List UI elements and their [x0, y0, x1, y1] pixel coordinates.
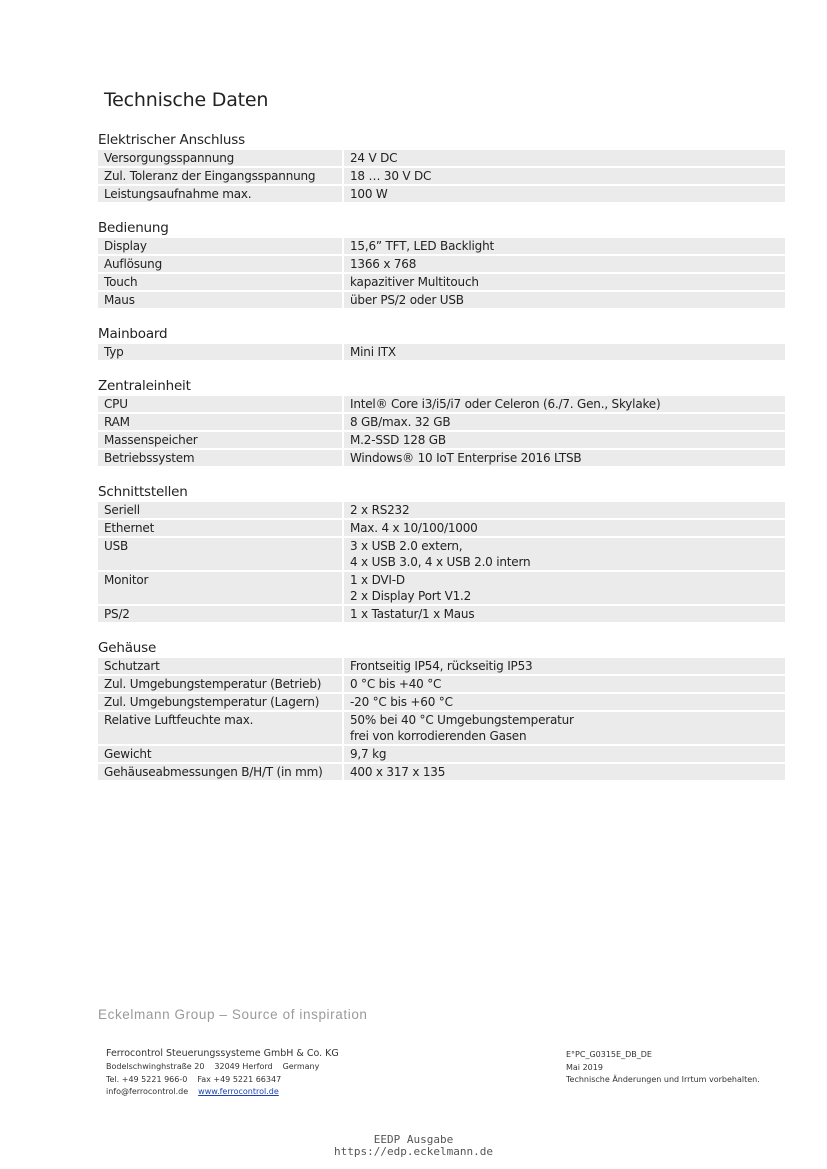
- company-website-link[interactable]: www.ferrocontrol.de: [198, 1087, 279, 1097]
- spec-value: [344, 538, 785, 570]
- spec-row: [98, 292, 785, 308]
- section-title: Elektrischer Anschluss: [98, 132, 245, 148]
- spec-row: [98, 396, 785, 412]
- spec-row: [98, 658, 785, 674]
- company-street: Bodelschwinghstraße 20: [106, 1062, 205, 1071]
- spec-value-line: 50% bei 40 °C Umgebungstemperatur: [350, 713, 574, 727]
- spec-row: [98, 502, 785, 518]
- section-title: Zentraleinheit: [98, 378, 191, 394]
- spec-value: [344, 450, 785, 466]
- spec-row: [98, 186, 785, 202]
- company-contact: [106, 1086, 339, 1099]
- spec-row: [98, 712, 785, 744]
- spec-value: [344, 238, 785, 254]
- spec-value: [344, 502, 785, 518]
- spec-row: [98, 150, 785, 166]
- section-title: Schnittstellen: [98, 484, 188, 500]
- section-title: Gehäuse: [98, 640, 157, 656]
- spec-label: Touch: [98, 274, 342, 290]
- spec-value: [344, 676, 785, 692]
- spec-label: Versorgungsspannung: [98, 150, 342, 166]
- spec-value: [344, 520, 785, 536]
- spec-label: Auflösung: [98, 256, 342, 272]
- spec-value-line: Frontseitig IP54, rückseitig IP53: [350, 659, 533, 673]
- spec-label: Gehäuseabmessungen B/H/T (in mm): [98, 764, 342, 780]
- spec-value-line: 1366 x 768: [350, 257, 417, 271]
- company-fax: Fax +49 5221 66347: [197, 1074, 282, 1084]
- spec-row: [98, 694, 785, 710]
- spec-value-line: 3 x USB 2.0 extern,: [350, 539, 463, 553]
- spec-label: Betriebssystem: [98, 450, 342, 466]
- spec-label: PS/2: [98, 606, 342, 622]
- spec-label: USB: [98, 538, 342, 570]
- spec-row: [98, 432, 785, 448]
- spec-value: [344, 746, 785, 762]
- spec-label: Gewicht: [98, 746, 342, 762]
- spec-label: Maus: [98, 292, 342, 308]
- company-email: info@ferrocontrol.de: [106, 1087, 189, 1097]
- spec-value: [344, 344, 785, 360]
- spec-sections: [98, 131, 785, 797]
- spec-value-line: M.2-SSD 128 GB: [350, 433, 446, 447]
- spec-value-line: 100 W: [350, 187, 388, 201]
- spec-row: [98, 168, 785, 184]
- doc-disclaimer: Technische Änderungen und Irrtum vorbehalten.: [566, 1075, 760, 1085]
- spec-label: Monitor: [98, 572, 342, 604]
- section-title: Bedienung: [98, 220, 169, 236]
- spec-label: Massenspeicher: [98, 432, 342, 448]
- spec-label: Zul. Umgebungstemperatur (Betrieb): [98, 676, 342, 692]
- spec-value-line: 15,6” TFT, LED Backlight: [350, 239, 494, 253]
- spec-value-line: 0 °C bis +40 °C: [350, 677, 442, 691]
- spec-value-line: 2 x RS232: [350, 503, 410, 517]
- spec-row: [98, 450, 785, 466]
- spec-label: Relative Luftfeuchte max.: [98, 712, 342, 744]
- spec-value: [344, 292, 785, 308]
- company-name: Ferrocontrol Steuerungssysteme GmbH & Co. KG: [106, 1048, 339, 1059]
- footer-doc-info: [566, 1049, 760, 1087]
- spec-label: Leistungsaufnahme max.: [98, 186, 342, 202]
- spec-label: Schutzart: [98, 658, 342, 674]
- spec-value-line: 24 V DC: [350, 151, 398, 165]
- spec-value: [344, 414, 785, 430]
- spec-row: [98, 764, 785, 780]
- spec-section: [98, 377, 785, 466]
- spec-value: [344, 274, 785, 290]
- spec-value: [344, 256, 785, 272]
- company-city: 32049 Herford: [214, 1062, 273, 1071]
- doc-id: E°PC_G0315E_DB_DE: [566, 1050, 652, 1059]
- spec-value: [344, 186, 785, 202]
- company-country: Germany: [282, 1062, 320, 1071]
- spec-row: [98, 572, 785, 604]
- spec-row: [98, 256, 785, 272]
- spec-value-line: 400 x 317 x 135: [350, 765, 446, 779]
- spec-value-line: -20 °C bis +60 °C: [350, 695, 453, 709]
- spec-value: [344, 658, 785, 674]
- spec-value-line: 2 x Display Port V1.2: [350, 589, 472, 603]
- spec-value-line: 1 x DVI-D: [350, 573, 405, 587]
- spec-label: CPU: [98, 396, 342, 412]
- spec-value: [344, 694, 785, 710]
- spec-label: Zul. Umgebungstemperatur (Lagern): [98, 694, 342, 710]
- spec-value-line: Mini ITX: [350, 345, 396, 359]
- spec-section: [98, 639, 785, 780]
- spec-value: [344, 432, 785, 448]
- spec-section: [98, 325, 785, 360]
- spec-value: [344, 168, 785, 184]
- spec-value-line: über PS/2 oder USB: [350, 293, 464, 307]
- spec-row: [98, 344, 785, 360]
- spec-section: [98, 219, 785, 308]
- footer-slogan: Eckelmann Group – Source of inspiration: [98, 1007, 368, 1022]
- spec-value-line: frei von korrodierenden Gasen: [350, 729, 527, 743]
- spec-row: [98, 606, 785, 622]
- spec-value: [344, 396, 785, 412]
- spec-value-line: 1 x Tastatur/1 x Maus: [350, 607, 475, 621]
- page-title: Technische Daten: [104, 89, 269, 111]
- spec-value: [344, 764, 785, 780]
- spec-row: [98, 414, 785, 430]
- spec-value-line: Intel® Core i3/i5/i7 oder Celeron (6./7. Gen., Skylake): [350, 397, 661, 411]
- spec-row: [98, 238, 785, 254]
- spec-label: Display: [98, 238, 342, 254]
- company-tel: Tel. +49 5221 966-0: [106, 1074, 188, 1084]
- doc-date: Mai 2019: [566, 1062, 603, 1072]
- spec-value-line: kapazitiver Multitouch: [350, 275, 479, 289]
- spec-row: [98, 274, 785, 290]
- footer-company-info: [106, 1047, 339, 1099]
- spec-label: Typ: [98, 344, 342, 360]
- edition-url: https://edp.eckelmann.de: [334, 1145, 493, 1158]
- edition-label: EEDP Ausgabe: [373, 1133, 454, 1146]
- spec-label: Ethernet: [98, 520, 342, 536]
- spec-value: [344, 572, 785, 604]
- spec-value-line: 18 … 30 V DC: [350, 169, 432, 183]
- spec-value-line: 9,7 kg: [350, 747, 387, 761]
- spec-section: [98, 131, 785, 202]
- spec-row: [98, 520, 785, 536]
- company-phone: [106, 1074, 339, 1087]
- section-title: Mainboard: [98, 326, 168, 342]
- edition-info: [0, 1134, 827, 1158]
- spec-label: RAM: [98, 414, 342, 430]
- spec-row: [98, 676, 785, 692]
- spec-label: Seriell: [98, 502, 342, 518]
- spec-value: [344, 606, 785, 622]
- spec-value-line: Windows® 10 IoT Enterprise 2016 LTSB: [350, 451, 582, 465]
- spec-value-line: Max. 4 x 10/100/1000: [350, 521, 478, 535]
- spec-value-line: 8 GB/max. 32 GB: [350, 415, 451, 429]
- spec-row: [98, 746, 785, 762]
- spec-label: Zul. Toleranz der Eingangsspannung: [98, 168, 342, 184]
- spec-row: [98, 538, 785, 570]
- spec-section: [98, 483, 785, 622]
- company-address: [106, 1061, 339, 1074]
- spec-value: [344, 150, 785, 166]
- spec-value: [344, 712, 785, 744]
- spec-value-line: 4 x USB 3.0, 4 x USB 2.0 intern: [350, 555, 531, 569]
